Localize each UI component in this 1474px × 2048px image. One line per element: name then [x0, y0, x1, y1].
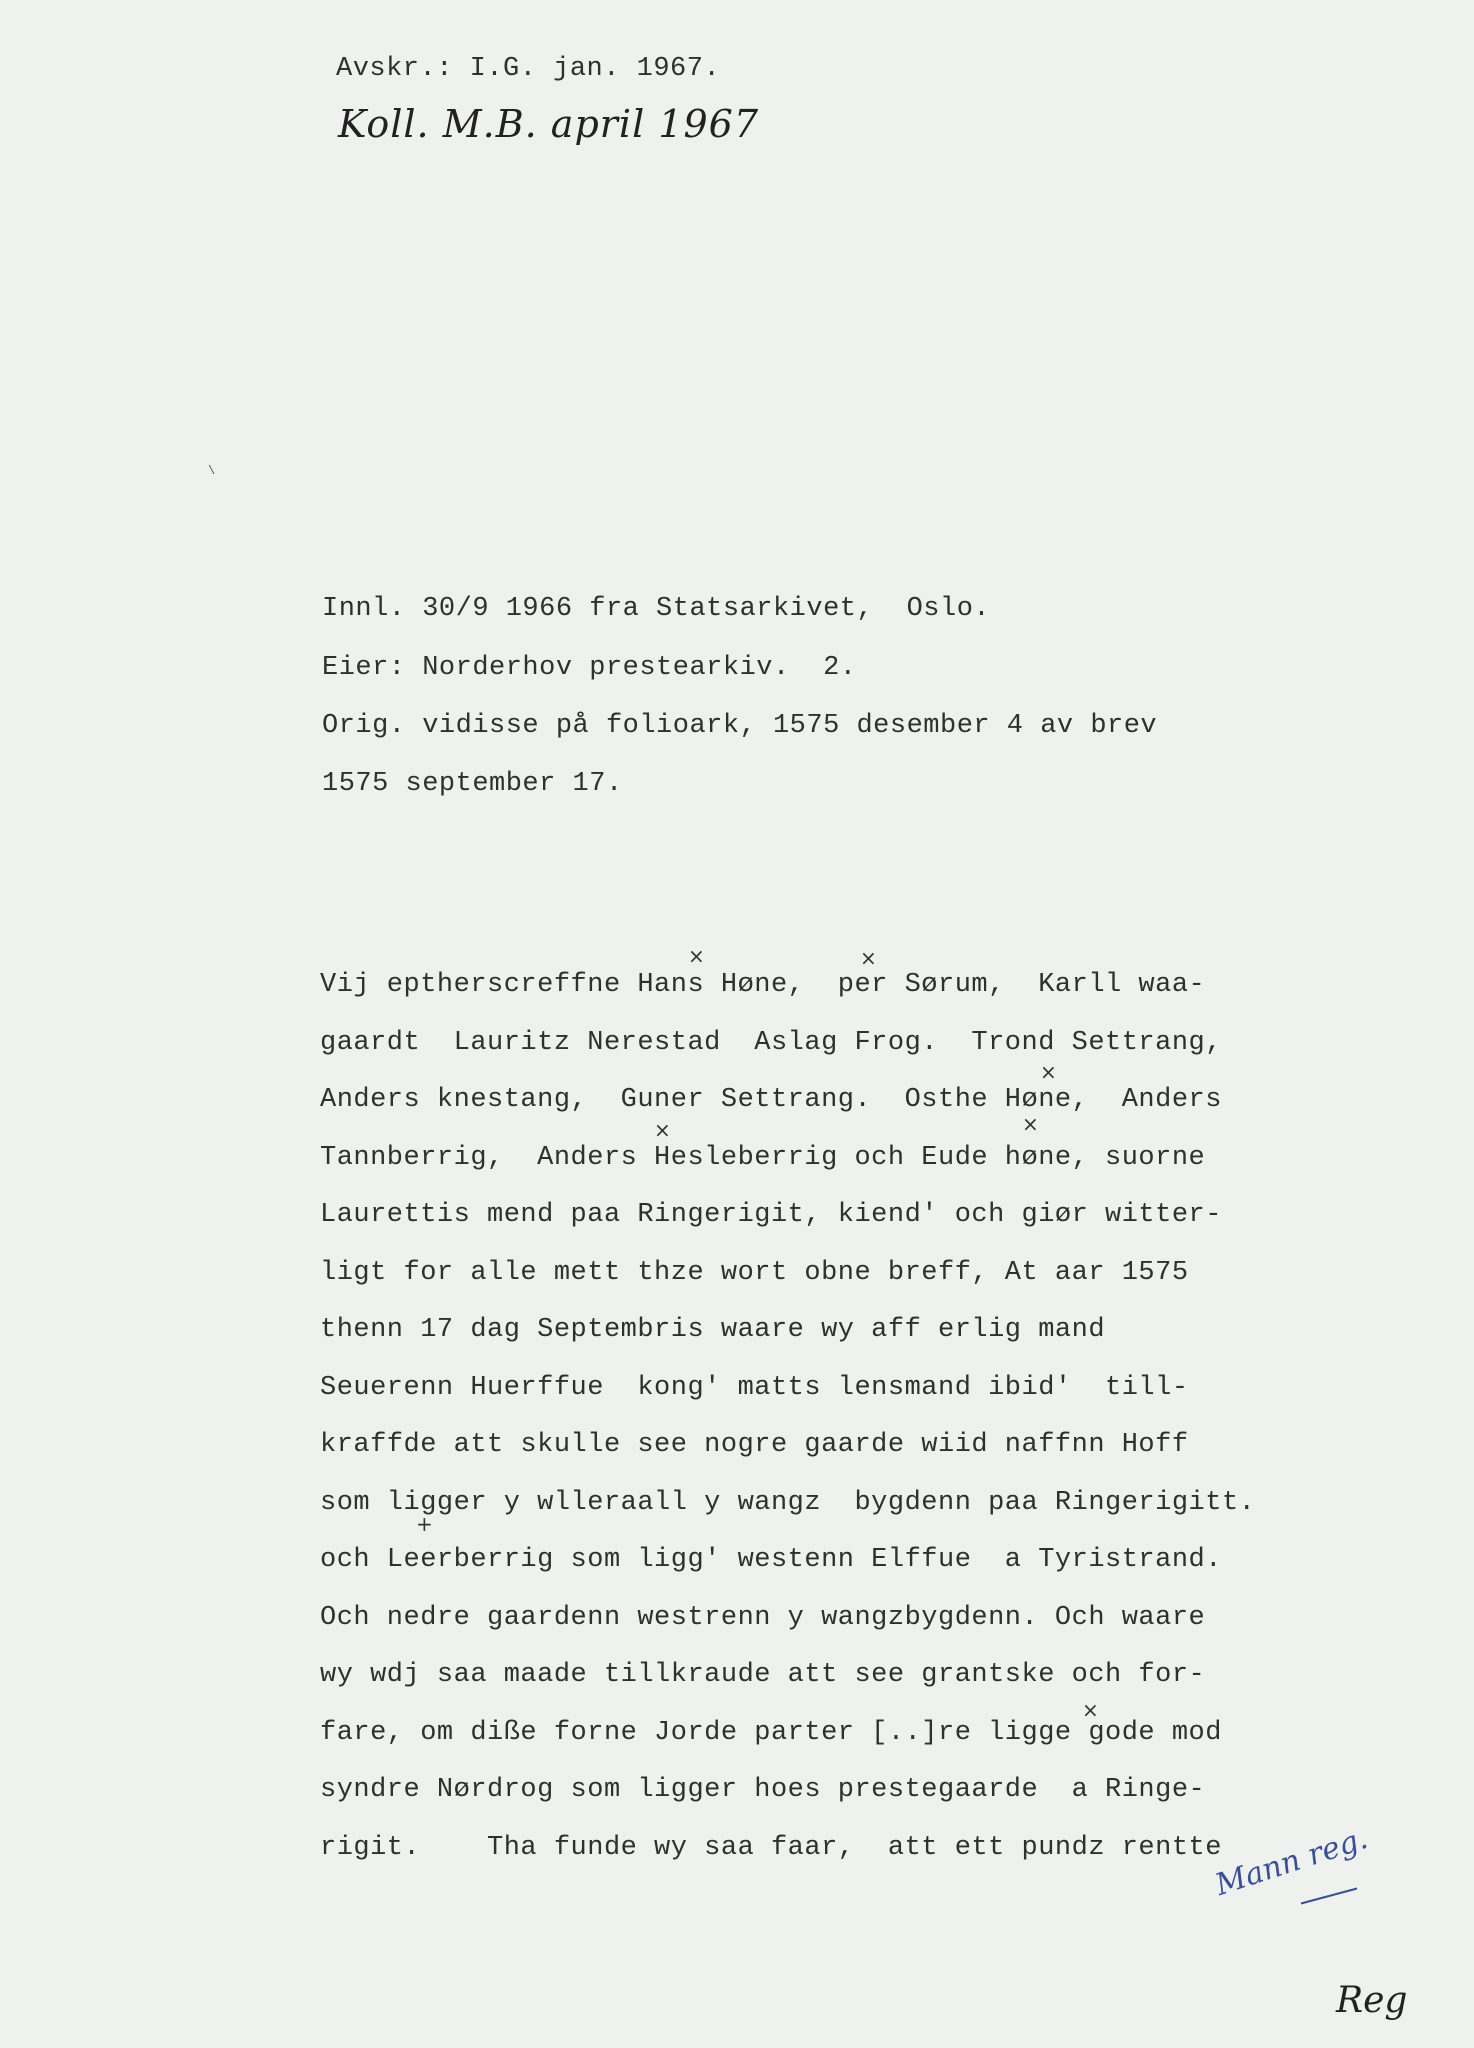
transcript-line: Och nedre gaardenn westrenn y wangzbygdenn. Och waare [320, 1602, 1206, 1633]
transcript-line: kraffde att skulle see nogre gaarde wiid naffnn Hoff [320, 1430, 1189, 1460]
transcript-line: thenn 17 dag Septembris waare wy aff erlig mand [320, 1315, 1106, 1345]
transcript-body [320, 972, 1450, 1892]
transcript-line: Vij eptherscreffne Hans Høne, per Sørum, Karll waa- [320, 970, 1206, 1000]
transcript-line: Tannberrig, Anders Hesleberrig och Eude høne, suorne [320, 1142, 1206, 1173]
transcript-line: ligt for alle mett thze wort obne breff, At aar 1575 [320, 1257, 1189, 1288]
cross-mark: × [1040, 1060, 1057, 1084]
transcript-line: Laurettis mend paa Ringerigit, kiend' och giør witter- [320, 1200, 1222, 1230]
cross-mark: × [1022, 1112, 1039, 1136]
cross-mark: × [860, 946, 877, 970]
transcript-line: fare, om diße forne Jorde parter [..]re ligge gode mod [320, 1717, 1222, 1748]
transcript-line: Seuerenn Huerffue kong' matts lensmand ibid' till- [320, 1372, 1189, 1403]
cross-mark: × [688, 944, 705, 968]
handwritten-collation-note: Koll. M.B. april 1967 [338, 102, 760, 146]
cross-mark: + [416, 1512, 433, 1536]
transcript-line: och Leerberrig som ligg' westenn Elffue a Tyristrand. [320, 1545, 1222, 1575]
transcript-line: wy wdj saa maade tillkraude att see grantske och for- [320, 1660, 1206, 1690]
cross-mark: × [654, 1118, 671, 1142]
transcript-line: Anders knestang, Guner Settrang. Osthe Høne, Anders [320, 1085, 1222, 1115]
transcript-line: rigit. Tha funde wy saa faar, att ett pundz rentte [320, 1832, 1222, 1863]
transcript-line: som ligger y wlleraall y wangz bygdenn paa Ringerigitt. [320, 1487, 1256, 1518]
transcript-line: syndre Nørdrog som ligger hoes prestegaarde a Ringe- [320, 1775, 1206, 1805]
original-line: Orig. vidisse på folioark, 1575 desember 4 av brev [322, 711, 1158, 741]
transcript-line: gaardt Lauritz Nerestad Aslag Frog. Trond Settrang, [320, 1027, 1222, 1058]
owner-line: Eier: Norderhov prestearkiv. 2. [322, 653, 857, 683]
paper-speck: \ [208, 464, 216, 478]
corner-registration-note: Reg [1336, 1980, 1408, 2021]
received-line: Innl. 30/9 1966 fra Statsarkivet, Oslo. [322, 594, 991, 624]
date-line: 1575 september 17. [322, 769, 623, 799]
margin-registration-note: Mann reg. [1211, 1821, 1372, 1903]
cross-mark: × [1082, 1698, 1099, 1722]
transcription-header: Avskr.: I.G. jan. 1967. [336, 54, 721, 84]
